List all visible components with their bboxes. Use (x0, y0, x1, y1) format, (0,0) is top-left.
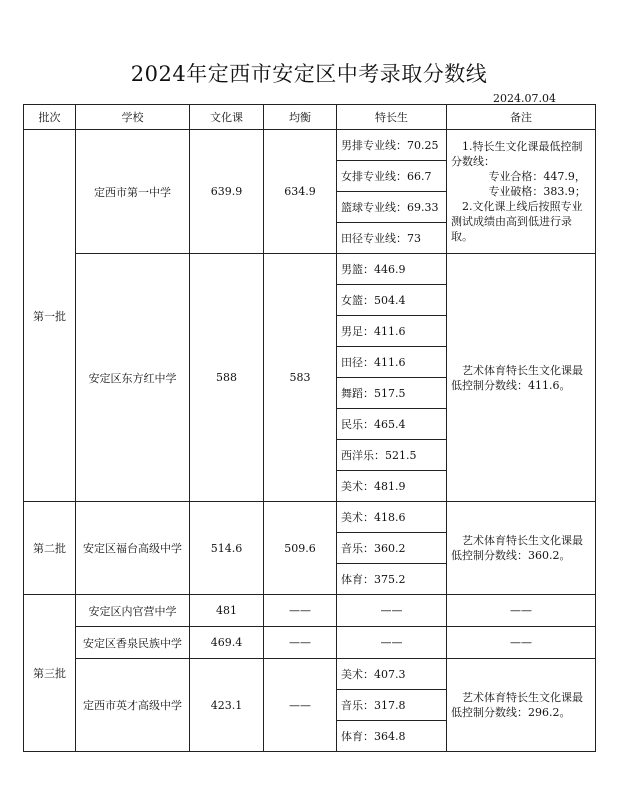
header-balance: 均衡 (264, 105, 337, 130)
specialty-score: 男排专业线：70.25 (337, 130, 447, 161)
balance-score: —— (264, 595, 337, 627)
specialty-score: —— (337, 627, 447, 659)
batch-cell: 第一批 (24, 130, 76, 502)
balance-score: 509.6 (264, 502, 337, 595)
school-cell: 安定区福台高级中学 (76, 502, 190, 595)
specialty-score: 女排专业线：66.7 (337, 161, 447, 192)
remark-cell (447, 502, 596, 595)
table-row (24, 595, 596, 627)
page-title: 2024年定西市安定区中考录取分数线 (130, 62, 488, 86)
specialty-score: —— (337, 595, 447, 627)
specialty-score: 美术：481.9 (337, 471, 447, 502)
specialty-score: 田径专业线：73 (337, 223, 447, 254)
remark-cell (447, 254, 596, 502)
specialty-score: 男足：411.6 (337, 316, 447, 347)
specialty-score: 美术：407.3 (337, 659, 447, 690)
balance-score: 583 (264, 254, 337, 502)
school-cell: 定西市英才高级中学 (76, 659, 190, 752)
specialty-score: 女篮：504.4 (337, 285, 447, 316)
remark-cell: —— (447, 595, 596, 627)
batch-cell: 第二批 (24, 502, 76, 595)
school-cell: 安定区东方红中学 (76, 254, 190, 502)
table-row (24, 627, 596, 659)
remark-cell (447, 659, 596, 752)
batch-cell: 第三批 (24, 595, 76, 752)
school-cell: 定西市第一中学 (76, 130, 190, 254)
table-row (24, 130, 596, 161)
header-specialty: 特长生 (337, 105, 447, 130)
remark-line: 专业合格：447.9， (488, 170, 586, 183)
culture-score: 481 (190, 595, 264, 627)
balance-score: 634.9 (264, 130, 337, 254)
header-remark: 备注 (447, 105, 596, 130)
culture-score: 588 (190, 254, 264, 502)
specialty-score: 音乐：360.2 (337, 533, 447, 564)
table-row (24, 254, 596, 285)
specialty-score: 男篮：446.9 (337, 254, 447, 285)
admission-score-table (23, 104, 596, 752)
table-row (24, 502, 596, 533)
header-school: 学校 (76, 105, 190, 130)
specialty-score: 民乐：465.4 (337, 409, 447, 440)
culture-score: 639.9 (190, 130, 264, 254)
remark-text: 艺术体育特长生文化课最低控制分数线：411.6。 (451, 363, 583, 392)
header-culture: 文化课 (190, 105, 264, 130)
header-row (24, 105, 596, 130)
specialty-score: 舞蹈：517.5 (337, 378, 447, 409)
remark-text: 艺术体育特长生文化课最低控制分数线：360.2。 (451, 534, 583, 562)
balance-score: —— (264, 659, 337, 752)
school-cell: 安定区内官营中学 (76, 595, 190, 627)
remark-line: 1.特长生文化课最低控制分数线： (451, 140, 583, 168)
specialty-score: 体育：364.8 (337, 721, 447, 752)
remark-cell: —— (447, 627, 596, 659)
specialty-score: 西洋乐：521.5 (337, 440, 447, 471)
specialty-score: 田径：411.6 (337, 347, 447, 378)
school-cell: 安定区香泉民族中学 (76, 627, 190, 659)
specialty-score: 音乐：317.8 (337, 690, 447, 721)
date: 2024.07.04 (493, 92, 556, 105)
specialty-score: 篮球专业线：69.33 (337, 192, 447, 223)
balance-score: —— (264, 627, 337, 659)
specialty-score: 体育：375.2 (337, 564, 447, 595)
culture-score: 514.6 (190, 502, 264, 595)
remark-line: 2.文化课上线后按照专业测试成绩由高到低进行录取。 (451, 200, 583, 243)
remark-text: 艺术体育特长生文化课最低控制分数线：296.2。 (451, 691, 583, 719)
table-row (24, 659, 596, 690)
specialty-score: 美术：418.6 (337, 502, 447, 533)
culture-score: 423.1 (190, 659, 264, 752)
remark-line: 专业破格：383.9； (488, 185, 586, 198)
culture-score: 469.4 (190, 627, 264, 659)
remark-cell (447, 130, 596, 254)
header-batch: 批次 (24, 105, 76, 130)
